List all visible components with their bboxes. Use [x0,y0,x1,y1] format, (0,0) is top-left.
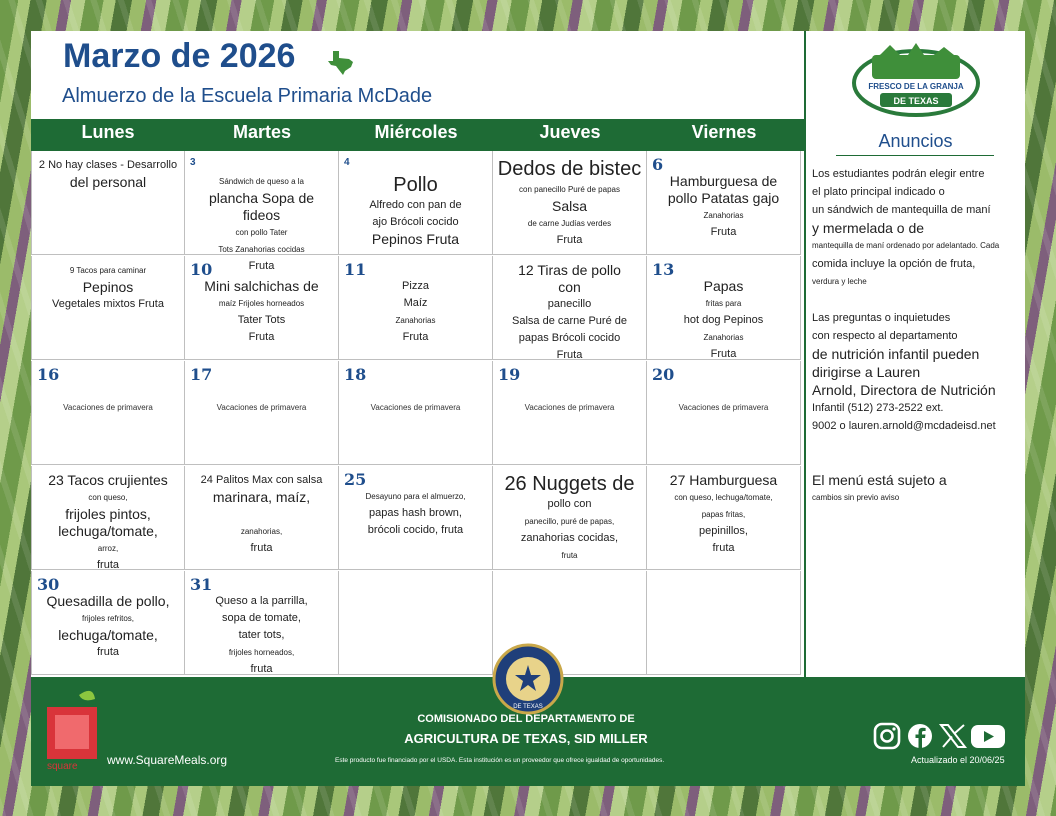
menu-line: zanahorias cocidas, [520,532,619,544]
svg-text:DE TEXAS: DE TEXAS [893,96,939,106]
vacation-label: Vacaciones de primavera [370,403,461,412]
menu-line: Maíz [403,297,428,309]
announcement-line: un sándwich de mantequilla de maní [812,204,991,216]
menu-line: Queso a la parrilla, [215,595,308,607]
weekday-label: Lunes [81,122,135,142]
heading-underline [836,155,994,156]
menu-line: fruta [96,559,119,571]
announcement-line: El menú está sujeto a [812,472,947,488]
menu-line: Sándwich de queso a la [219,177,304,186]
menu-line: Alfredo con pan de [369,199,462,211]
announcement-line: comida incluye la opción de fruta, [812,258,976,270]
menu-items [497,472,642,564]
menu-line: pollo con [547,498,592,510]
commissioner-line-2: AGRICULTURA DE TEXAS, SID MILLER [404,731,648,746]
menu-line: Salsa [551,198,588,214]
menu-line: papas fritas, [701,510,746,519]
menu-line: fritas para [705,299,742,308]
menu-line: Pepinos [82,279,134,295]
square-meals-url[interactable]: www.SquareMeals.org [107,753,228,767]
menu-line: papas Brócoli cocido [518,332,621,344]
menu-line: maíz Frijoles horneados [218,299,305,308]
calendar-day-cell [185,466,339,570]
svg-text:FRESCO DE LA GRANJA: FRESCO DE LA GRANJA [868,82,964,91]
announcement-choice [812,165,1019,291]
vacation-label: Vacaciones de primavera [63,403,153,412]
menu-line: Vegetales mixtos Fruta [52,298,164,310]
menu-line: 12 Tiras de pollo [518,262,621,278]
day-number: 30 [37,575,60,594]
menu-line: fruta [712,542,735,554]
day-number: 20 [652,365,675,384]
svg-text:square: square [47,761,78,772]
menu-line: Hamburguesa de [669,173,778,189]
menu-sheet [31,31,1025,786]
menu-line: 9 Tacos para caminar [69,266,147,275]
menu-line: Zanahorias [703,211,744,220]
menu-line: Fruta [248,331,275,343]
calendar-day-cell [647,256,801,360]
menu-line: plancha Sopa de fideos [208,190,315,223]
menu-line: Dedos de bistec [497,158,642,180]
texas-agriculture-seal [492,643,564,715]
menu-line: frijoles pintos, [65,506,151,522]
announcement-contact [812,309,1019,435]
menu-line: con queso, lechuga/tomate, [674,493,773,502]
day-number: 10 [190,260,213,279]
day-number: 19 [498,365,521,384]
calendar-day-cell [647,571,801,675]
day-number: 13 [652,260,675,279]
menu-line: fruta [96,646,119,658]
menu-line: pepinillos, [699,525,748,537]
weekday-label: Miércoles [374,122,458,142]
day-number: 16 [37,365,60,384]
announcements-heading: Anuncios [878,131,953,151]
menu-line: Zanahorias [703,333,744,342]
announcement-line: cambios sin previo aviso [812,493,900,502]
calendar-day-cell [31,151,185,255]
menu-line: fruta [561,551,578,560]
menu-line: 27 Hamburguesa [669,472,778,488]
menu-items [651,173,796,241]
menu-line: con queso, [88,493,128,502]
menu-line: 24 Palitos Max con salsa [200,474,323,486]
texas-state-icon [327,49,355,75]
menu-line: frijoles horneados, [228,648,295,657]
calendar-day-cell [339,256,493,360]
menu-line: tater tots, [238,629,285,641]
menu-line: fruta [250,663,273,675]
calendar-day-cell [339,466,493,570]
announcement-line: 9002 o lauren.arnold@mcdadeisd.net [812,420,996,432]
menu-items [651,472,796,557]
menu-line: Papas [703,278,744,294]
menu-line: lechuga/tomate, [58,627,158,643]
calendar-day-cell [339,361,493,465]
menu-items [497,157,642,249]
announcement-line: Los estudiantes podrán elegir entre [812,168,985,180]
day-number: 6 [652,155,664,174]
menu-line: frijoles refritos, [81,614,134,623]
calendar-day-cell [647,151,801,255]
menu-line: Fruta [248,260,275,272]
page-subtitle: Almuerzo de la Escuela Primaria McDade [62,85,433,107]
menu-line [189,506,334,523]
menu-line: Fruta [402,331,429,343]
menu-items [189,278,334,346]
menu-line: panecillo [547,298,592,310]
menu-items [343,278,488,346]
announcement-line: Las preguntas o inquietudes [812,312,951,324]
menu-line: del personal [69,174,147,190]
menu-line: 26 Nuggets de [504,473,635,495]
fresh-from-texas-farm-logo [850,41,982,119]
weekday-label: Jueves [539,122,601,142]
seal-text: DE TEXAS [513,704,543,710]
calendar-day-cell [339,571,493,675]
menu-items [189,593,334,678]
menu-items [343,173,488,248]
menu-line: marinara, maíz, [212,489,311,505]
weekday-header-row [31,119,804,151]
announcement-line: y mermelada o de [812,220,925,236]
day-number: 17 [190,365,213,384]
menu-items [36,472,180,574]
menu-items [36,157,180,191]
menu-line: Fruta [710,348,737,360]
header [31,31,804,119]
menu-line: con panecillo Puré de papas [519,185,620,194]
menu-line: Fruta [556,349,583,361]
menu-line: fruta [250,542,273,554]
calendar-day-cell [31,256,185,360]
calendar-day-cell [493,256,647,360]
x-icon[interactable] [941,725,965,747]
announcement-line: mantequilla de maní ordenado por adelantado. Cada [812,241,1000,250]
usda-disclaimer: Este producto fue financiado por el USDA. Esta institución es un proveedor que ofrece igualdad de oportunidades. [335,757,665,764]
calendar-day-cell [493,151,647,255]
weekday-label: Viernes [691,122,757,142]
facebook-icon[interactable] [908,724,932,748]
menu-line: con [558,279,581,295]
announcement-line: el plato principal indicado o [812,186,945,198]
announcement-disclaimer [812,471,1019,507]
vacation-label: Vacaciones de primavera [524,403,615,412]
menu-items [651,278,796,363]
menu-line: Fruta [556,234,583,246]
menu-items [189,472,334,557]
updated-date: Actualizado el 20/06/25 [911,755,1005,765]
calendar-day-cell [647,466,801,570]
announcement-line: dirigirse a Lauren [812,364,921,380]
vacation-label: Vacaciones de primavera [216,403,307,412]
menu-line: hot dog Pepinos [683,314,764,326]
menu-items [36,593,180,661]
announcement-line: Arnold, Directora de Nutrición [812,382,996,398]
day-number: 4 [344,157,350,168]
vacation-label: Vacaciones de primavera [678,403,769,412]
calendar-day-cell [185,361,339,465]
menu-line: Tater Tots [237,314,286,326]
menu-line: lechuga/tomate, [58,523,158,539]
menu-line: Salsa de carne Puré de [512,315,627,327]
announcement-line: verdura y leche [812,277,867,286]
menu-line: Pollo [393,174,438,196]
day-number: 31 [190,575,213,594]
menu-line: pollo Patatas gajo [667,190,780,206]
menu-line: Fruta [710,226,737,238]
menu-line: zanahorias, [240,527,283,536]
menu-line: panecillo, puré de papas, [524,517,615,526]
menu-items [343,488,488,539]
instagram-icon[interactable] [875,724,899,748]
calendar-grid [31,151,804,677]
calendar-day-cell [185,571,339,675]
calendar-day-cell [493,466,647,570]
commissioner-line-1: COMISIONADO DEL DEPARTAMENTO DE [417,713,635,725]
menu-line: arroz, [97,544,119,553]
announcements-sidebar [806,31,1025,677]
menu-line: de carne Judías verdes [527,219,612,228]
day-number: 18 [344,365,367,384]
menu-line: Mini salchichas de [204,278,319,294]
menu-line: con pollo Tater [235,228,288,237]
calendar-day-cell [493,361,647,465]
menu-line: brócoli cocido, fruta [367,524,464,536]
weekday-label: Martes [232,122,292,142]
menu-line: Desayuno para el almuerzo, [365,492,466,501]
menu-items [497,262,642,364]
menu-line: Zanahorias [395,316,436,325]
menu-line: papas hash brown, [369,507,462,519]
day-number: 25 [344,470,367,489]
day-number: 11 [344,260,367,279]
page-title: Marzo de 2026 [63,37,296,75]
calendar-day-cell [185,256,339,360]
menu-line: Tots Zanahorias cocidas [218,245,305,254]
youtube-icon[interactable] [971,725,1005,748]
square-meals-logo [45,685,101,772]
menu-line: sopa de tomate, [222,612,301,624]
calendar-day-cell [339,151,493,255]
calendar-day-cell [647,361,801,465]
social-links [873,721,1007,751]
announcement-line: con respecto al departamento [812,330,958,342]
menu-line: ajo Brócoli cocido [372,216,459,228]
menu-line: Quesadilla de pollo, [46,593,170,609]
menu-line: 23 Tacos crujientes [48,472,168,488]
menu-line: Pepinos Fruta [371,231,460,247]
footer [31,677,1025,786]
announcement-line: de nutrición infantil pueden [812,346,980,362]
calendar-day-cell [31,361,185,465]
menu-items [36,262,180,313]
menu-line: 2 No hay clases - Desarrollo [38,159,178,171]
calendar-day-cell [31,466,185,570]
announcement-line: Infantil (512) 273-2522 ext. [812,402,944,414]
day-number: 3 [190,157,196,168]
calendar-day-cell [31,571,185,675]
menu-line: Pizza [402,280,429,292]
